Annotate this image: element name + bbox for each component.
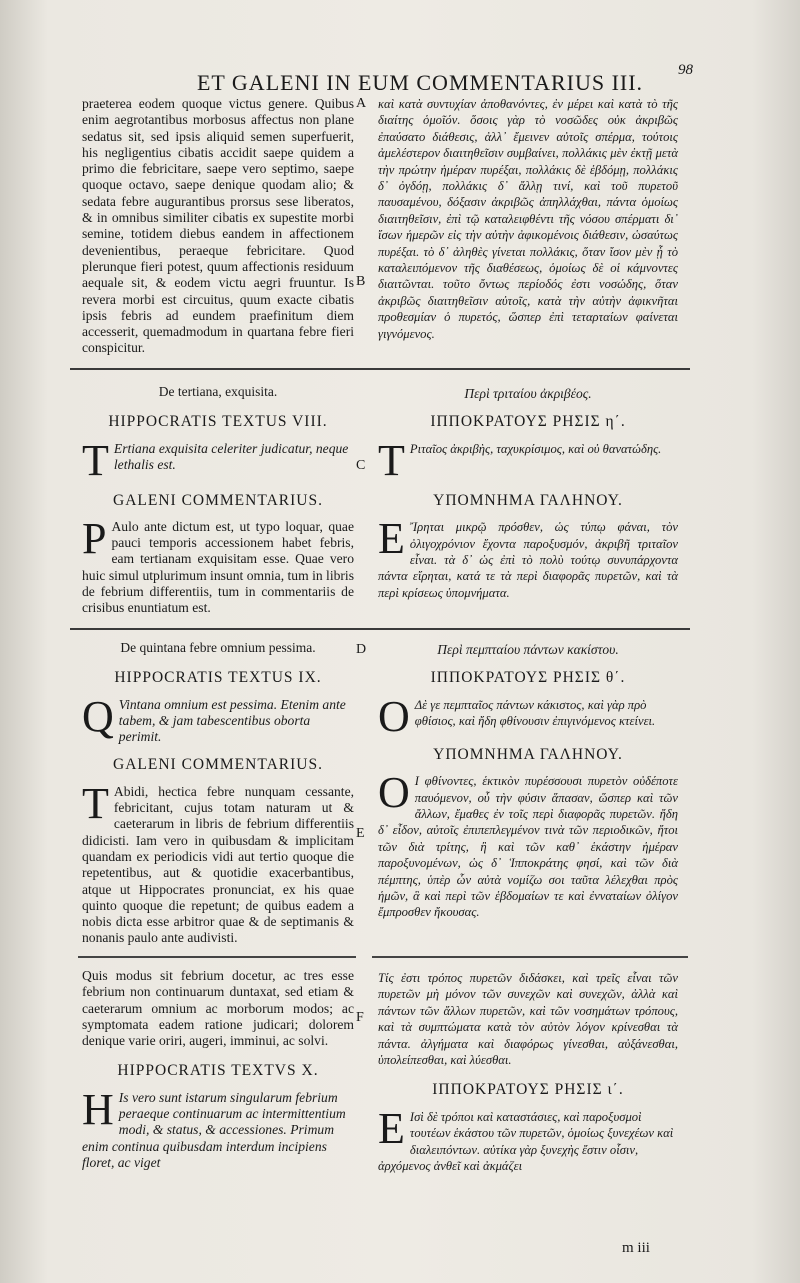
section-9-text-block xyxy=(82,691,354,746)
greek-section-10-text-block xyxy=(378,1103,678,1175)
greek-section-8-commentary-heading: ΥΠΟΜΝΗΜΑ ΓΑΛΗΝΟΥ. xyxy=(433,491,623,509)
greek-section-10 xyxy=(378,970,678,1174)
greek-section-9-heading: ΙΠΠΟΚΡΑΤΟΥΣ ΡΗΣΙΣ θ΄. xyxy=(430,669,626,687)
section-8-heading: HIPPOCRATIS TEXTUS VIII. xyxy=(108,413,328,431)
section-9-commentary-dropcap: T xyxy=(82,778,109,828)
section-8-dropcap: T xyxy=(82,435,109,485)
section-8-text: Ertiana exquisita celeriter judicatur, neque lethalis est. xyxy=(113,440,349,472)
page-number: 98 xyxy=(678,62,693,78)
greek-intro-text: καὶ κατὰ συντυχίαν ἀποθανόντες, ἐν μέρει καὶ κατὰ τὸ τῆς διαίτης ὁμοῖόν. ὅσοις γὰρ τὸ νοσῶδες οὐκ ἀκριβῶς ἐπαύσατο διάθεσις, ἀλλ᾽ ἔμεινεν αὐτοῖς σπέρμα, τούτοις ἀμελέστερον διαιτηθεῖσιν συμβαίνει, πολλάκις μὲν ἐκτῇ μετὰ τὴν πρώτην ἡμέραν πυρέξαι, πολλάκις δὲ ἑβδόμῃ, πολλάκις δ᾽ ὀγδόῃ, πολλάκις δ᾽ ἄλλῃ τινί, καὶ τοῦ πυρετοῦ παυσαμένου, δόξασιν ἀκριβῶς ἀπηλλάχθαι, πάντα ὁμοίως διαιτηθεῖσιν, ἐπὶ τῷ καταλειφθέντι τῆς νόσου σπέρματι δι᾽ ἴσων ἡμερῶν εἰς τὴν αὐτὴν ἀφικομένοις διάθεσιν, ὡσαύτως πυρέξαι. τὸ δ᾽ ἀληθὲς γίνεται πολλάκις, ὅταν ἴσον μὲν ᾖ τὸ καταλειπόμενον τῆς διαθέσεως, ὁμοίως δὲ οἱ κάμνοντες διαιτῶνται. τοῦτο ὄντως περίοδός ἐστι νοσώδης, ὅταν ἀκριβῶς διαιτηθεῖσιν αὐτοῖς, κατὰ τὴν αὐτὴν ἀφικνῆται προθεσμίαν ὁ πυρετός, ὥσπερ ἐπὶ τεταρταίων φαίνεται γιγνόμενος. xyxy=(378,97,678,341)
latin-section-8 xyxy=(82,384,354,617)
greek-section-10-text: Ισὶ δὲ τρόποι καὶ καταστάσιες, καὶ παροξυσμοὶ τουτέων ἑκάστου τῶν πυρετῶν, ὁμοίως ξυνεχέων καὶ διαλειπόντων. αὐτίκα γὰρ ξυνεχὴς ἔστιν οἷσιν, ἀρχόμενος ἀνθεῖ καὶ ἀκμάζει xyxy=(378,1109,674,1174)
greek-section-9-subtitle: Περὶ πεμπταίου πάντων κακίστου. xyxy=(437,642,619,657)
greek-section-9-text-block xyxy=(378,691,678,741)
section-9-heading: HIPPOCRATIS TEXTUS IX. xyxy=(114,669,322,687)
greek-section-8-subtitle: Περὶ τριταίου ἀκριβέος. xyxy=(464,386,592,401)
section-9-subtitle: De quintana febre omnium pessima. xyxy=(120,640,316,655)
section-8-text-block xyxy=(82,435,354,485)
latin-section-10 xyxy=(82,968,354,1171)
margin-marker-d: D xyxy=(356,642,367,657)
section-9-commentary xyxy=(82,778,354,947)
latin-section-9 xyxy=(82,640,354,947)
section-8-commentary xyxy=(82,513,354,617)
greek-section-8-text-block xyxy=(378,435,678,485)
greek-intro xyxy=(378,96,678,342)
section-10-dropcap: H xyxy=(82,1084,114,1134)
margin-marker-b: B xyxy=(356,274,366,289)
greek-section-8-dropcap: Τ xyxy=(378,435,405,485)
section-8-commentary-text: Aulo ante dictum est, ut typo loquar, quae pauci temporis accessionem habet febris, eam tertianam exquisitam esse. Quae vero huic simul utplurimum insunt omnia, tum in libris de febrium differentiis, tum in commentariis de crisibus enuntiatum est. xyxy=(82,518,354,616)
signature-mark: m iii xyxy=(622,1240,650,1256)
greek-section-9-commentary-dropcap: Ο xyxy=(378,768,410,818)
section-divider-top xyxy=(70,368,690,370)
section-10-heading: HIPPOCRATIS TEXTVS X. xyxy=(117,1062,319,1080)
margin-marker-f: F xyxy=(356,1010,364,1025)
section-10-subtitle: Quis modus sit febrium docetur, ac tres esse febrium non continuarum duntaxat, sed etiam & caeterarum omnium ac morborum modos; ac symptomata eadem ratione judicari; dolorem denique varie oriri, augeri, imminui, ac solvi. xyxy=(82,968,354,1049)
greek-section-9 xyxy=(378,642,678,921)
greek-section-10-heading: ΙΠΠΟΚΡΑΤΟΥΣ ΡΗΣΙΣ ι΄. xyxy=(432,1081,624,1099)
section-8-subtitle: De tertiana, exquisita. xyxy=(158,384,278,399)
section-9-text: Vintana omnium est pessima. Etenim ante tabem, & jam tabescentibus oborta perimit. xyxy=(118,696,346,745)
section-9-commentary-text: Abidi, hectica febre nunquam cessante, febricitant, cujus totam naturam ut & caeterarum in libris de febrium differentiis didicisti. Iam vero in quibusdam & implicitam quandam ex periodicis vidi aut tertio quoque die repetentibus, aut & quotidie exacerbantibus, atque ut Hippocrates pronunciat, ex his quae quinto quoque die repetunt; de quibus eadem a nobis dicta esse arbitror quae & de septimanis & nonanis paulo ante audivisti. xyxy=(82,783,354,946)
greek-section-8 xyxy=(378,386,678,601)
section-8-commentary-heading: GALENI COMMENTARIUS. xyxy=(113,491,323,509)
section-9-dropcap: Q xyxy=(82,691,114,741)
greek-section-8-text: Ριταῖος ἀκριβὴς, ταχυκρίσιμος, καὶ οὐ θανατώδης. xyxy=(409,441,662,456)
section-divider-lower-left xyxy=(78,956,356,958)
latin-intro xyxy=(82,96,354,357)
running-head: ET GALENI IN EUM COMMENTARIUS III. xyxy=(196,70,644,95)
margin-marker-e: E xyxy=(356,826,365,841)
greek-section-10-dropcap: Ε xyxy=(378,1103,405,1153)
section-divider-lower-right xyxy=(372,956,688,958)
greek-section-8-commentary-dropcap: Ε xyxy=(378,514,405,564)
section-10-text-block xyxy=(82,1084,354,1171)
latin-intro-text: praeterea eodem quoque victus genere. Quibus enim aegrotantibus morbosus affectus non plane sedatus sit, sed ipsis aliquid semen superfuerit, his negligentius cibatis accidit saepe quidem a primo die febricitare, saepe vero septimo, saepe quoque octavo, saepe denique quodam alio; & sedata febre augurantibus prorsus sese liberatos, & in omnibus similiter cibatis ex supestite morbi semine, totidem diebus eandem in affectionem devenientibus, peraeque febricitare. Quod plerunque fieri potest, quum affectionis residuum aequale sit, & eodem victu aegri fruuntur. Is revera morbi est circuitus, quum exacte cibatis ipsis febris ad eundem praefinitum diem accesserit, quemadmodum in quartana febre fieri conspicitur. xyxy=(82,96,354,356)
section-8-commentary-dropcap: P xyxy=(82,513,107,563)
greek-section-10-subtitle: Τίς ἐστι τρόπος πυρετῶν διδάσκει, καὶ τρεῖς εἶναι τῶν πυρετῶν μὴ μόνον τῶν συνεχῶν καὶ συνεχῶν, ἀλλὰ καὶ πάντων τῶν ἄλλων πυρετῶν, καὶ τῶν νοσημάτων τρόπους, καὶ τὰ συμπτώματα κατὰ τὸν αὐτὸν λόγον κρίνεσθαι τὰ πάντα. ἀλγήματα καὶ διαφόρως γίνεσθαι, αὐξάνεσθαι, ὑπολείπεσθαι, καὶ λύεσθαι. xyxy=(378,971,678,1068)
greek-section-9-dropcap: Ο xyxy=(378,691,410,741)
section-divider-middle xyxy=(70,628,690,630)
margin-marker-a: A xyxy=(356,96,367,111)
greek-section-9-commentary xyxy=(378,768,678,921)
section-10-text: Is vero sunt istarum singularum febrium peraeque continuarum ac intermittentium modi, & status, & accessiones. Primum enim continua quibusdam interdum incipiens floret, ac viget xyxy=(82,1089,346,1170)
greek-section-8-commentary-text: Ἴρηται μικρῷ πρόσθεν, ὡς τύπῳ φάναι, τὸν ὀλιγοχρόνιον ἔχοντα παροξυσμόν, ἀκριβῆ τριταῖον εἶναι. τὰ δ᾽ ὡς ἐπὶ τὸ πολὺ τούτῳ συνυπάρχοντα πάντα εἴρηται, κατά τε τὰ περὶ διαφορᾶς πυρετῶν, καὶ τὰ περὶ κρίσεως ὑπομνήματα. xyxy=(378,520,678,600)
greek-section-9-commentary-text: Ι φθίνοντες, ἑκτικὸν πυρέσσουσι πυρετὸν οὐδέποτε παυόμενον, οὗ τὴν φύσιν ἅπασαν, ὥσπερ καὶ τῶν ἄλλων, ἔμαθες ἐν τοῖς περὶ διαφορᾶς πυρετῶν. ἤδη δ᾽ εἶδον, αὐτοῖς ἐπιπεπλεγμένον τινὰ τῶν περιοδικῶν, ἤτοι τῶν διὰ τρίτης, ἢ καὶ τῶν καθ᾽ ἑκάστην ἡμέραν παροξυνομένων, ὡς δ᾽ Ἱπποκράτης φησί, καὶ τῶν διὰ πέμπτης, ὑπὲρ ὧν αὐτὰ νομίζω σοι ταῦτα λέλεχθαι πρὸς ἡμῶν, ἃ καὶ περὶ τῶν ἑβδομαίων τε καὶ ἐνναταίων ὀλίγον ἔμπροσθεν ἤκουσας. xyxy=(378,774,678,920)
greek-section-9-commentary-heading: ΥΠΟΜΝΗΜΑ ΓΑΛΗΝΟΥ. xyxy=(433,745,623,763)
section-9-commentary-heading: GALENI COMMENTARIUS. xyxy=(113,756,323,774)
greek-section-9-text: Δὲ γε πεμπταῖος πάντων κάκιστος, καὶ γὰρ πρὸ φθίσιος, καὶ ἤδη φθίνουσιν ἐπιγινόμενος κτείνει. xyxy=(414,697,656,729)
margin-marker-c: C xyxy=(356,458,366,473)
greek-section-8-commentary xyxy=(378,514,678,601)
greek-section-8-heading: ΙΠΠΟΚΡΑΤΟΥΣ ΡΗΣΙΣ η΄. xyxy=(430,413,626,431)
